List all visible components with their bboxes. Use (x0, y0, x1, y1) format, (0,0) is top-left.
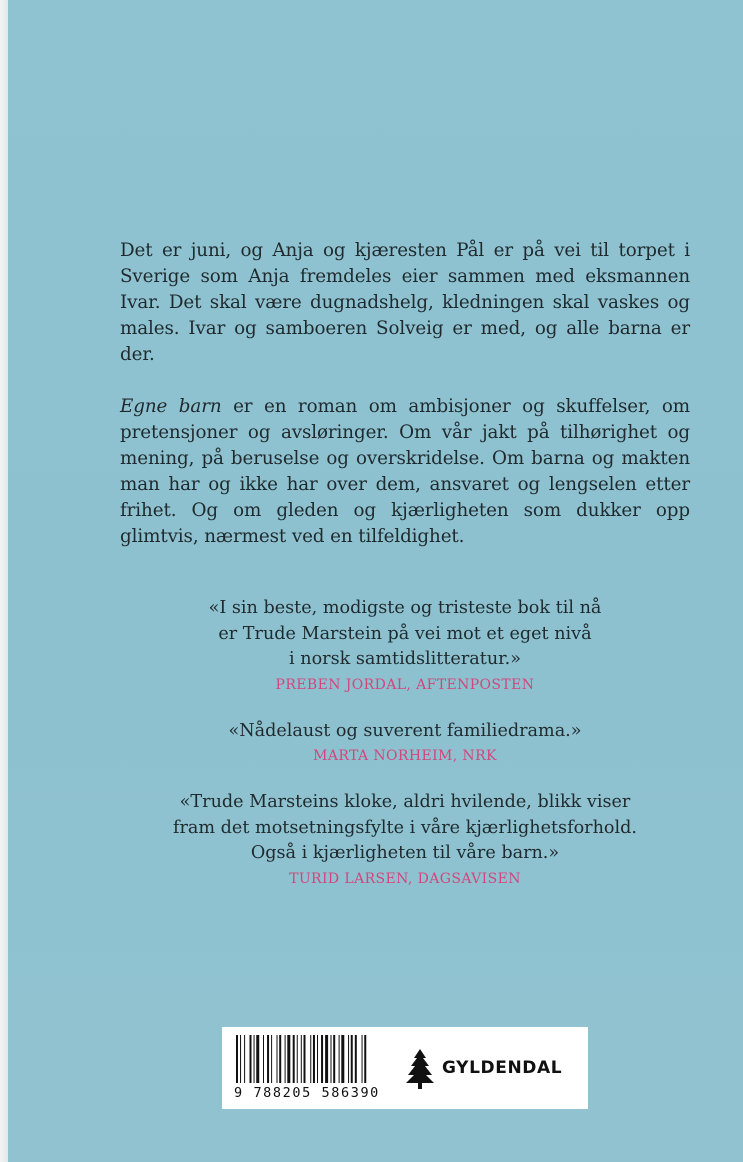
review-quotes (120, 596, 690, 913)
blurb-paragraph-2-text: er en roman om ambisjoner og skuffelser, om pretensjoner og avsløringer. Om vår jakt på tilhørighet og mening, på beruselse og overskridelse. Om barna og makten man har og ikke har over dem, ansvaret og lengselen etter frihet. Og om gleden og kjærligheten som dukker opp glimtvis, nærmest ved en tilfeldighet. (120, 396, 690, 547)
barcode-panel (222, 1027, 588, 1109)
spine-edge (0, 0, 8, 1162)
isbn-number: 9 788205 586390 (234, 1085, 380, 1101)
blurb-paragraph-2 (120, 394, 690, 550)
blurb-paragraph-1: Det er juni, og Anja og kjæresten Pål er på vei til torpet i Sverige som Anja fremdeles eier sammen med eksmannen Ivar. Det skal være dugnadshelg, kledningen skal vaskes og males. Ivar og samboeren Solveig er med, og alle barna er der. (120, 240, 690, 365)
quote-text: «Nådelaust og suverent familiedrama.» (228, 720, 582, 741)
tree-logo-icon (404, 1049, 436, 1089)
book-title: Egne barn (120, 396, 222, 417)
back-cover (8, 0, 743, 1162)
quote-source: MARTA NORHEIM, NRK (313, 748, 497, 764)
barcode (236, 1035, 412, 1083)
review-quote (120, 790, 690, 889)
publisher-name: GYLDENDAL (442, 1058, 563, 1078)
publisher-logo (404, 1049, 584, 1089)
review-quote (120, 719, 690, 767)
review-quote (120, 596, 690, 695)
quote-source: PREBEN JORDAL, AFTENPOSTEN (275, 676, 535, 693)
quote-text: «Trude Marsteins kloke, aldri hvilende, blikk viser fram det motsetningsfylte i våre kjærlighetsforhold. Også i kjærligheten til våre barn.» (172, 792, 638, 863)
quote-source: TURID LARSEN, DAGSAVISEN (289, 870, 521, 887)
quote-text: «I sin beste, modigste og tristeste bok til nå er Trude Marstein på vei mot et eget nivå i norsk samtidslitteratur.» (208, 598, 602, 669)
blurb (120, 238, 690, 576)
